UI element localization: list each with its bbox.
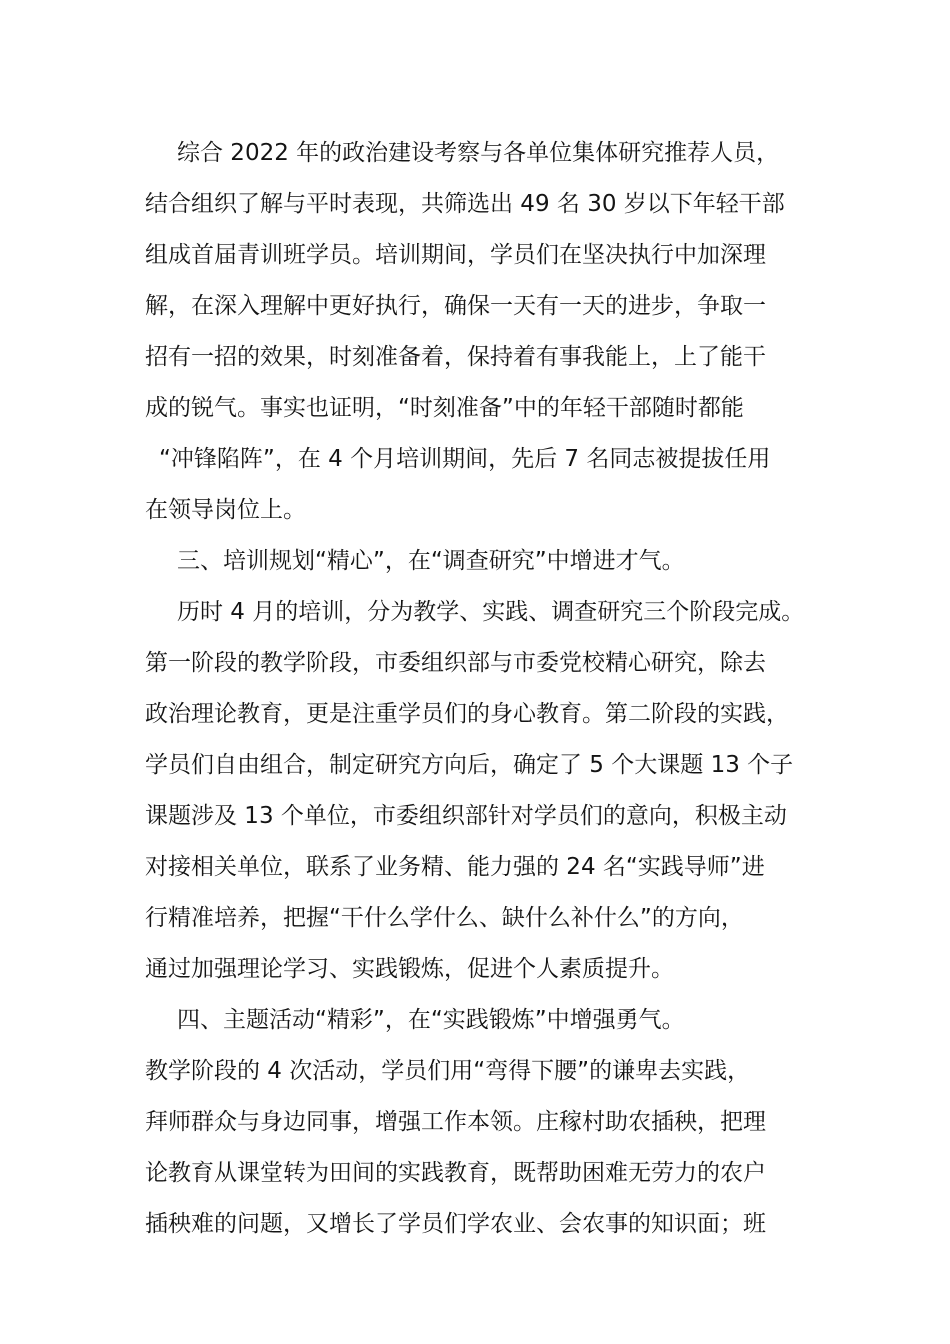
paragraph-line: 成的锐气。事实也证明，“时刻准备”中的年轻干部随时都能 — [145, 395, 744, 421]
paragraph-line: 政治理论教育，更是注重学员们的身心教育。第二阶段的实践， — [145, 701, 789, 727]
paragraph-line: 组成首届青训班学员。培训期间，学员们在坚决执行中加深理 — [145, 242, 766, 268]
paragraph-line: 插秧难的问题，又增长了学员们学农业、会农事的知识面；班 — [145, 1211, 766, 1237]
paragraph-line: 拜师群众与身边同事，增强工作本领。庄稼村助农插秧，把理 — [145, 1109, 766, 1135]
paragraph-line: “冲锋陷阵”，在 4 个月培训期间，先后 7 名同志被提拔任用 — [159, 446, 771, 472]
paragraph-line: 在领导岗位上。 — [145, 497, 306, 523]
section-heading: 三、培训规划“精心”，在“调查研究”中增进才气。 — [177, 548, 685, 574]
paragraph-line: 招有一招的效果，时刻准备着，保持着有事我能上，上了能干 — [145, 344, 766, 370]
paragraph-line: 第一阶段的教学阶段，市委组织部与市委党校精心研究，除去 — [145, 650, 766, 676]
paragraph-line: 教学阶段的 4 次活动，学员们用“弯得下腰”的谦卑去实践， — [145, 1058, 751, 1084]
section-heading: 四、主题活动“精彩”，在“实践锻炼”中增强勇气。 — [177, 1007, 685, 1033]
paragraph-line: 行精准培养，把握“干什么学什么、缺什么补什么”的方向， — [145, 905, 744, 931]
paragraph-line: 课题涉及 13 个单位，市委组织部针对学员们的意向，积极主动 — [145, 803, 787, 829]
paragraph-line: 对接相关单位，联系了业务精、能力强的 24 名“实践导师”进 — [145, 854, 765, 880]
paragraph-line: 论教育从课堂转为田间的实践教育，既帮助困难无劳力的农户 — [145, 1160, 766, 1186]
document-body — [145, 128, 825, 1250]
paragraph-line: 结合组织了解与平时表现，共筛选出 49 名 30 岁以下年轻干部 — [145, 191, 785, 217]
paragraph-line: 解，在深入理解中更好执行，确保一天有一天的进步，争取一 — [145, 293, 766, 319]
paragraph-line: 学员们自由组合，制定研究方向后，确定了 5 个大课题 13 个子 — [145, 752, 794, 778]
paragraph-line: 历时 4 月的培训，分为教学、实践、调查研究三个阶段完成。 — [177, 599, 805, 625]
paragraph-line: 通过加强理论学习、实践锻炼，促进个人素质提升。 — [145, 956, 674, 982]
paragraph-line: 综合 2022 年的政治建设考察与各单位集体研究推荐人员， — [177, 140, 780, 166]
